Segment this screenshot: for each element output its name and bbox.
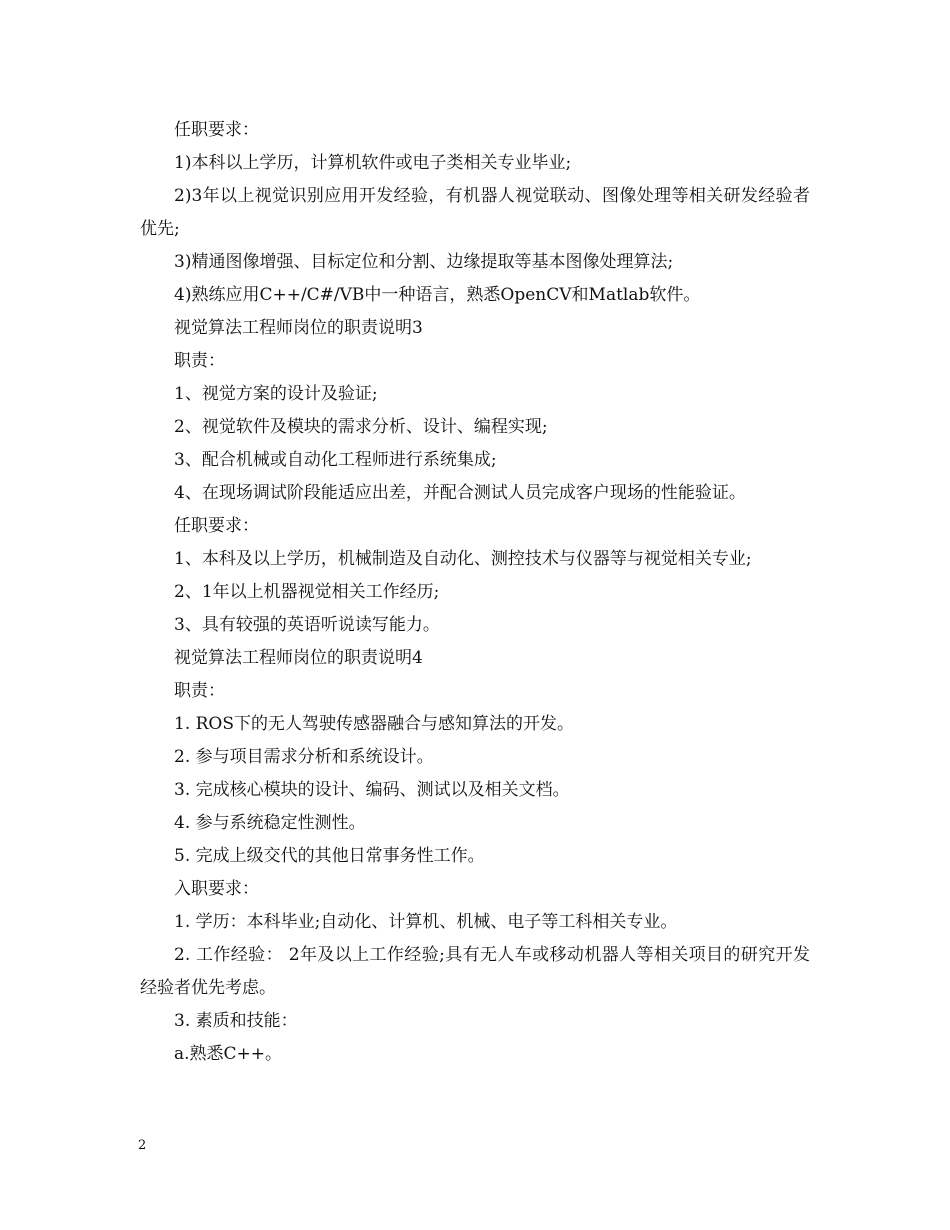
paragraph-duty4-2: 2. 参与项目需求分析和系统设计。 bbox=[174, 747, 434, 767]
paragraph-duty-2: 2、视觉软件及模块的需求分析、设计、编程实现; bbox=[174, 417, 548, 437]
paragraph-duty-4: 4、在现场调试阶段能适应出差，并配合测试人员完成客户现场的性能验证。 bbox=[174, 483, 746, 503]
section-title-3: 视觉算法工程师岗位的职责说明3 bbox=[174, 318, 423, 338]
paragraph-req-3: 3)精通图像增强、目标定位和分割、边缘提取等基本图像处理算法; bbox=[174, 252, 674, 272]
paragraph-req-1: 1)本科以上学历，计算机软件或电子类相关专业毕业; bbox=[174, 153, 572, 173]
paragraph-duty4-1: 1. ROS下的无人驾驶传感器融合与感知算法的开发。 bbox=[174, 714, 575, 734]
paragraph-duty4-5: 5. 完成上级交代的其他日常事务性工作。 bbox=[174, 846, 485, 866]
paragraph-req3-3: 3、具有较强的英语听说读写能力。 bbox=[174, 615, 440, 635]
section-title-4: 视觉算法工程师岗位的职责说明4 bbox=[174, 648, 423, 668]
paragraph-entry-req-1: 1. 学历：本科毕业;自动化、计算机、机械、电子等工科相关专业。 bbox=[174, 912, 678, 932]
paragraph-duties-heading-4: 职责： bbox=[174, 681, 225, 701]
paragraph-req3-2: 2、1年以上机器视觉相关工作经历; bbox=[174, 582, 440, 602]
paragraph-req-4: 4)熟练应用C++/C#/VB中一种语言，熟悉OpenCV和Matlab软件。 bbox=[174, 285, 701, 305]
paragraph-requirements-heading: 任职要求： bbox=[174, 120, 259, 140]
paragraph-duty4-4: 4. 参与系统稳定性测性。 bbox=[174, 813, 366, 833]
paragraph-entry-req-2: 2. 工作经验： 2年及以上工作经验;具有无人车或移动机器人等相关项目的研究开发经验者优先考虑。 bbox=[140, 945, 810, 998]
paragraph-entry-requirements-heading: 入职要求： bbox=[174, 879, 259, 899]
paragraph-req-2: 2)3年以上视觉识别应用开发经验，有机器人视觉联动、图像处理等相关研发经验者优先; bbox=[140, 186, 810, 239]
document-body bbox=[140, 114, 810, 1071]
paragraph-entry-req-3: 3. 素质和技能： bbox=[174, 1011, 298, 1031]
paragraph-requirements-heading-3: 任职要求： bbox=[174, 516, 259, 536]
paragraph-duty-3: 3、配合机械或自动化工程师进行系统集成; bbox=[174, 450, 497, 470]
page-number: 2 bbox=[138, 1138, 147, 1153]
paragraph-req3-1: 1、本科及以上学历，机械制造及自动化、测控技术与仪器等与视觉相关专业; bbox=[174, 549, 752, 569]
paragraph-entry-req-3a: a.熟悉C++。 bbox=[174, 1044, 283, 1064]
paragraph-duties-heading-3: 职责： bbox=[174, 351, 225, 371]
paragraph-duty4-3: 3. 完成核心模块的设计、编码、测试以及相关文档。 bbox=[174, 780, 570, 800]
paragraph-duty-1: 1、视觉方案的设计及验证; bbox=[174, 384, 378, 404]
